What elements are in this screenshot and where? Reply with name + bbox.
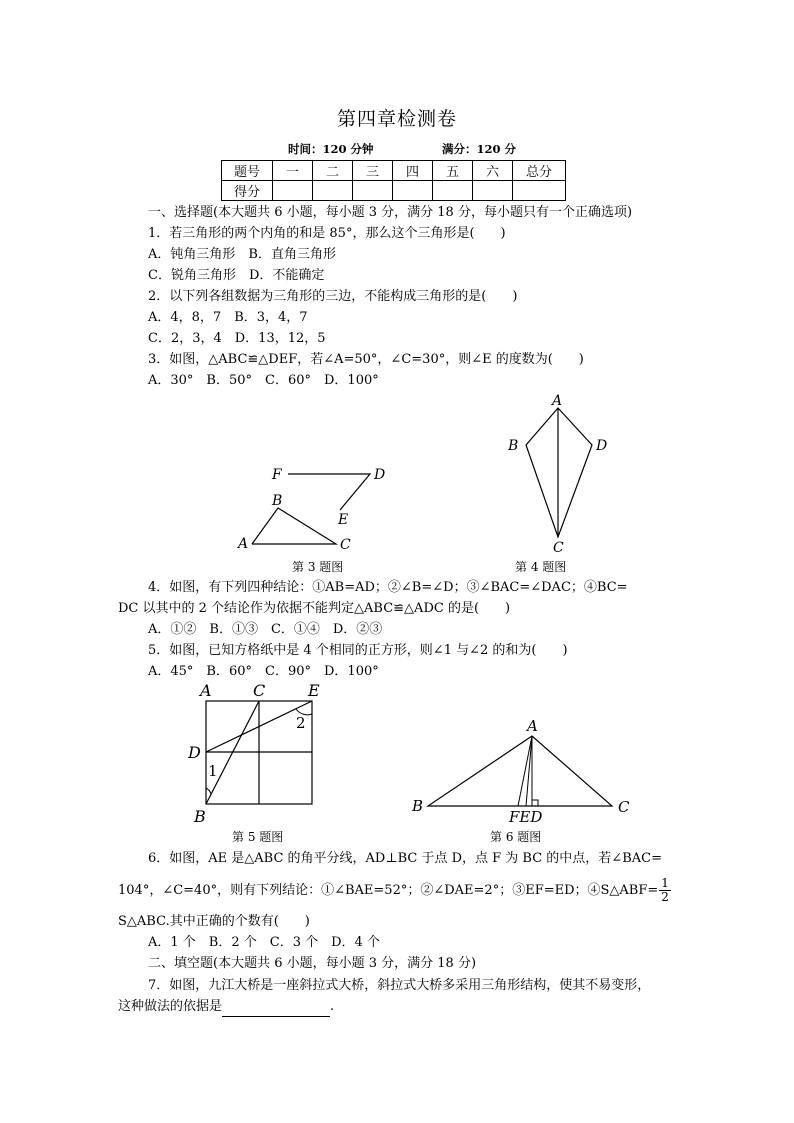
q4-stem-2: [118, 599, 510, 619]
figure-5-caption: 第 5 题图: [232, 830, 284, 844]
score-table-header-cell: 四: [393, 161, 433, 181]
q6-line-3-text: S△ABC.其中正确的个数有(: [118, 914, 279, 929]
q4-stem-2-text: DC 以其中的 2 个结论作为依据不能判定△ABC≌△ADC 的是(: [118, 601, 480, 616]
q2-close: ): [512, 289, 518, 304]
triangle-abc: [252, 508, 336, 544]
figure-3: [230, 458, 390, 558]
score-table-score-row: [222, 181, 566, 201]
angle-1-arc: [206, 788, 211, 794]
score-cell[interactable]: [393, 181, 433, 201]
score-table-row-label: 得分: [222, 181, 273, 201]
score-table-header-cell: 三: [353, 161, 393, 181]
label-A: A: [200, 681, 212, 700]
q7-line-2-text: 这种做法的依据是: [118, 999, 223, 1014]
q6-line-3: [118, 912, 310, 932]
label-C: C: [618, 798, 630, 816]
label-B: B: [272, 493, 283, 509]
q5-stem-text: 5．如图，已知方格纸中是 4 个相同的正方形，则∠1 与∠2 的和为(: [148, 643, 537, 658]
q5-options: A．45° B．60° C．90° D．100°: [148, 664, 379, 679]
q6-options: A．1 个 B．2 个 C．3 个 D．4 个: [148, 935, 380, 950]
label-D: D: [596, 438, 608, 454]
q2-options-2: C．2，3，4 D．13，12，5: [148, 331, 326, 346]
q6-line-1: 6．如图，AE 是△ABC 的角平分线，AD⊥BC 于点 D，点 F 为 BC 的中点，若∠BAC=: [148, 851, 662, 866]
q3-close: ): [578, 352, 584, 367]
label-C: C: [340, 537, 351, 553]
q2-options-1: A．4，8，7 B．3，4，7: [148, 310, 308, 325]
q1-close: ): [500, 226, 506, 241]
label-A: A: [552, 393, 563, 409]
page-title: 第四章检测卷: [336, 108, 457, 130]
q2-stem: [148, 287, 517, 307]
q7-line-2: [118, 997, 334, 1017]
section2-heading: 二、填空题(本大题共 6 小题，每小题 3 分，满分 18 分): [148, 956, 477, 971]
angle-1-label: 1: [208, 762, 218, 780]
triangle-def: [288, 474, 370, 510]
q3-stem: [148, 350, 584, 370]
q6-line-2: [118, 876, 672, 906]
label-C: C: [553, 540, 564, 556]
q3-stem-text: 3．如图，△ABC≌△DEF，若∠A=50°，∠C=30°，则∠E 的度数为(: [148, 352, 553, 367]
q1-stem: [148, 224, 506, 244]
q2-stem-text: 2．以下列各组数据为三角形的三边，不能构成三角形的是(: [148, 289, 487, 304]
q3-options: A．30° B．50° C．60° D．100°: [148, 373, 379, 388]
angle-2-label: 2: [296, 714, 306, 732]
figure-5: [184, 680, 334, 828]
label-E: E: [308, 681, 320, 700]
q5-stem: [148, 641, 568, 661]
fraction-denominator: 2: [661, 890, 669, 904]
q5-close: ): [562, 643, 568, 658]
score-table-header-cell: 题号: [222, 161, 273, 181]
figure-4: [500, 390, 620, 560]
label-FED: FED: [509, 808, 543, 826]
q4-stem-1: 4．如图，有下列四种结论：①AB=AD；②∠B=∠D；③∠BAC=∠DAC；④BC=: [148, 580, 628, 595]
score-cell[interactable]: [353, 181, 393, 201]
section1-heading: 一、选择题(本大题共 6 小题，每小题 3 分，满分 18 分，每小题只有一个正确选项): [148, 205, 633, 220]
label-B: B: [508, 438, 519, 454]
score-cell[interactable]: [273, 181, 313, 201]
label-A: A: [238, 536, 249, 552]
q4-close: ): [505, 601, 511, 616]
q4-options: A．①② B．①③ C．①④ D．②③: [148, 622, 383, 637]
figure-3-caption: 第 3 题图: [292, 560, 344, 574]
score-table: [221, 160, 566, 201]
median-af: [518, 736, 532, 806]
score-table-header-cell: 总分: [513, 161, 566, 181]
q6-line-2-text: 104°，∠C=40°，则有下列结论：①∠BAE=52°；②∠DAE=2°；③EF=ED；④S△ABF=: [118, 883, 659, 898]
label-F: F: [272, 467, 282, 483]
q7-answer-blank[interactable]: [222, 1002, 330, 1017]
fraction-one-half: [659, 877, 671, 904]
score-cell[interactable]: [313, 181, 353, 201]
exam-time: 时间：120 分钟: [288, 142, 374, 156]
label-D: D: [188, 743, 201, 762]
score-table-header-cell: 一: [273, 161, 313, 181]
right-angle-mark: [532, 800, 538, 806]
score-table-header-cell: 二: [313, 161, 353, 181]
q1-options-2: C．锐角三角形 D．不能确定: [148, 268, 325, 283]
fraction-numerator: 1: [661, 876, 669, 890]
score-cell[interactable]: [473, 181, 513, 201]
figure-6: [406, 714, 646, 826]
label-B: B: [194, 807, 206, 826]
label-C: C: [253, 681, 266, 700]
figure-4-caption: 第 4 题图: [515, 560, 567, 574]
q7-line-1: 7．如图，九江大桥是一座斜拉式大桥，斜拉式大桥多采用三角形结构，使其不易变形，: [148, 978, 651, 993]
score-table-header-row: [222, 161, 566, 181]
bisector-ae: [526, 736, 532, 806]
kite-abcd: [526, 408, 592, 537]
full-score: 满分：120 分: [442, 142, 517, 156]
label-B: B: [412, 797, 424, 815]
q7-line-end: .: [330, 999, 335, 1014]
label-A: A: [527, 717, 538, 735]
figure-6-caption: 第 6 题图: [490, 830, 542, 844]
q6-close: ): [304, 914, 310, 929]
score-table-header-cell: 六: [473, 161, 513, 181]
score-table-header-cell: 五: [433, 161, 473, 181]
score-cell[interactable]: [433, 181, 473, 201]
label-D: D: [374, 467, 386, 483]
score-cell[interactable]: [513, 181, 566, 201]
q1-options-1: A．钝角三角形 B．直角三角形: [148, 247, 336, 262]
q1-stem-text: 1．若三角形的两个内角的和是 85°，那么这个三角形是(: [148, 226, 475, 241]
label-E: E: [338, 512, 349, 528]
